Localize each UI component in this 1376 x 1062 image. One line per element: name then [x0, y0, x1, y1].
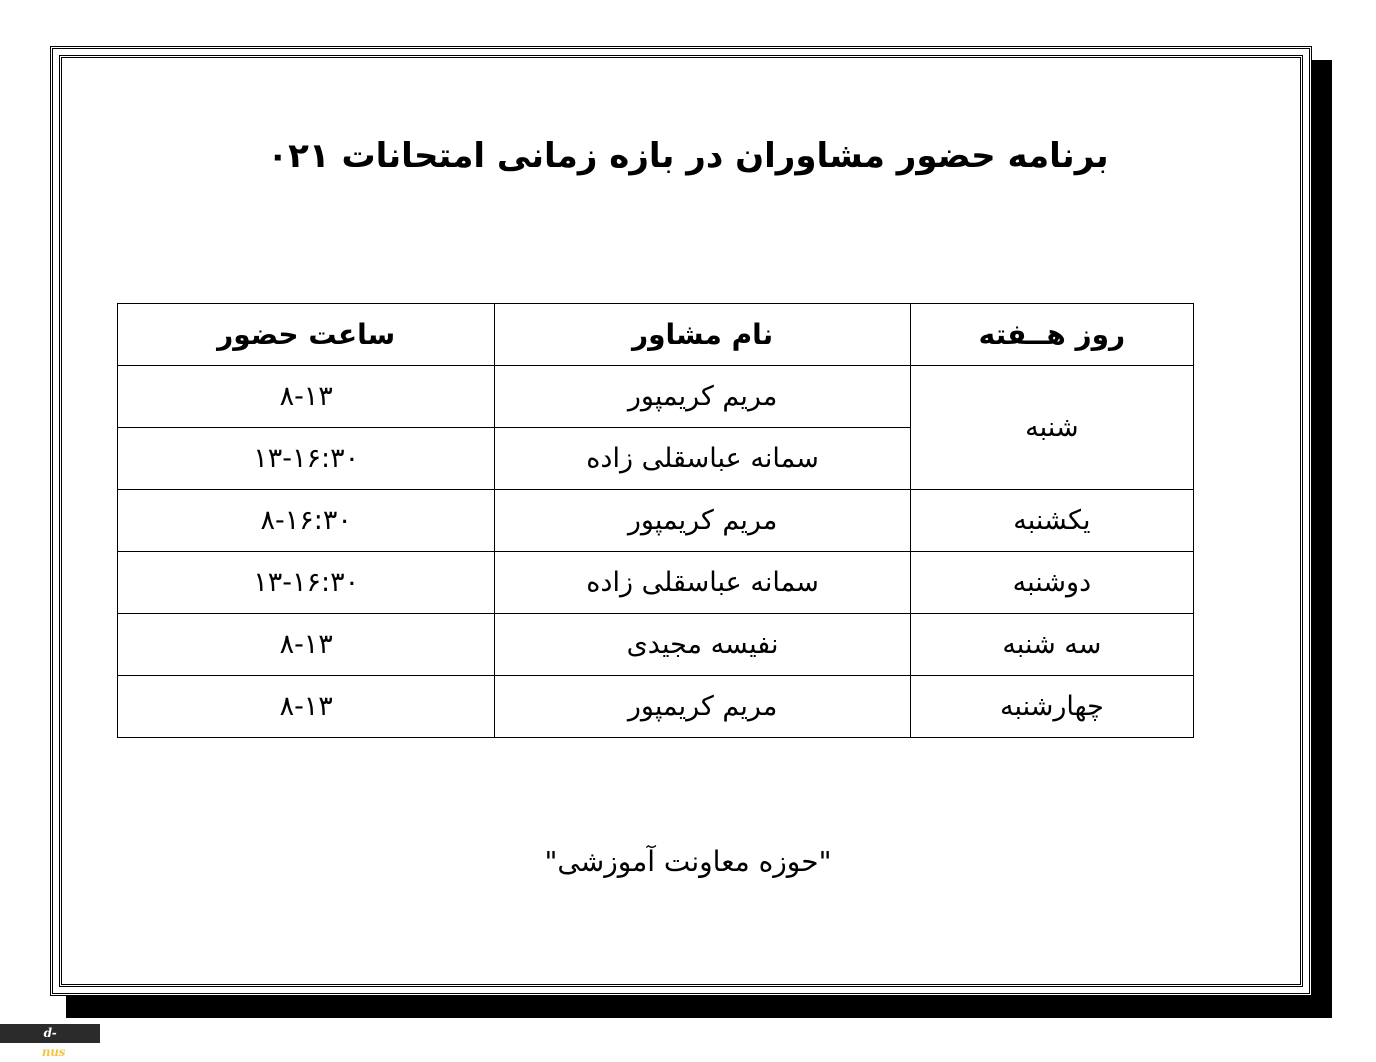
cell-day: سه شنبه [910, 614, 1193, 676]
watermark-suffix: .ac.ir [65, 1045, 98, 1059]
cell-name: مریم کریمپور [495, 490, 910, 552]
cell-time: ۱۳-۱۶:۳۰ [118, 428, 495, 490]
cell-time: ۸-۱۳ [118, 614, 495, 676]
header-time: ساعت حضور [118, 304, 495, 366]
table-row [118, 366, 1194, 428]
table-row [118, 614, 1194, 676]
cell-day: شنبه [910, 366, 1193, 490]
cell-name: مریم کریمپور [495, 366, 910, 428]
cell-name: نفیسه مجیدی [495, 614, 910, 676]
table-row [118, 676, 1194, 738]
footer-signature: "حوزه معاونت آموزشی" [544, 845, 832, 878]
watermark-prefix: d-babol. [2, 1026, 57, 1059]
cell-day: دوشنبه [910, 552, 1193, 614]
watermark-link[interactable] [0, 1024, 100, 1059]
schedule-table [117, 303, 1194, 738]
cell-day: چهارشنبه [910, 676, 1193, 738]
cell-time: ۸-۱۳ [118, 676, 495, 738]
table-header-row [118, 304, 1194, 366]
cell-name: سمانه عباسقلی زاده [495, 428, 910, 490]
watermark-highlight: nus [41, 1045, 66, 1059]
header-day: روز هــفته [910, 304, 1193, 366]
cell-time: ۱۳-۱۶:۳۰ [118, 552, 495, 614]
cell-name: مریم کریمپور [495, 676, 910, 738]
cell-day: یکشنبه [910, 490, 1193, 552]
header-name: نام مشاور [495, 304, 910, 366]
cell-time: ۸-۱۶:۳۰ [118, 490, 495, 552]
table-row [118, 552, 1194, 614]
table-row [118, 490, 1194, 552]
page-title: برنامه حضور مشاوران در بازه زمانی امتحانات ۰۲۱ [267, 136, 1109, 176]
cell-time: ۸-۱۳ [118, 366, 495, 428]
cell-name: سمانه عباسقلی زاده [495, 552, 910, 614]
